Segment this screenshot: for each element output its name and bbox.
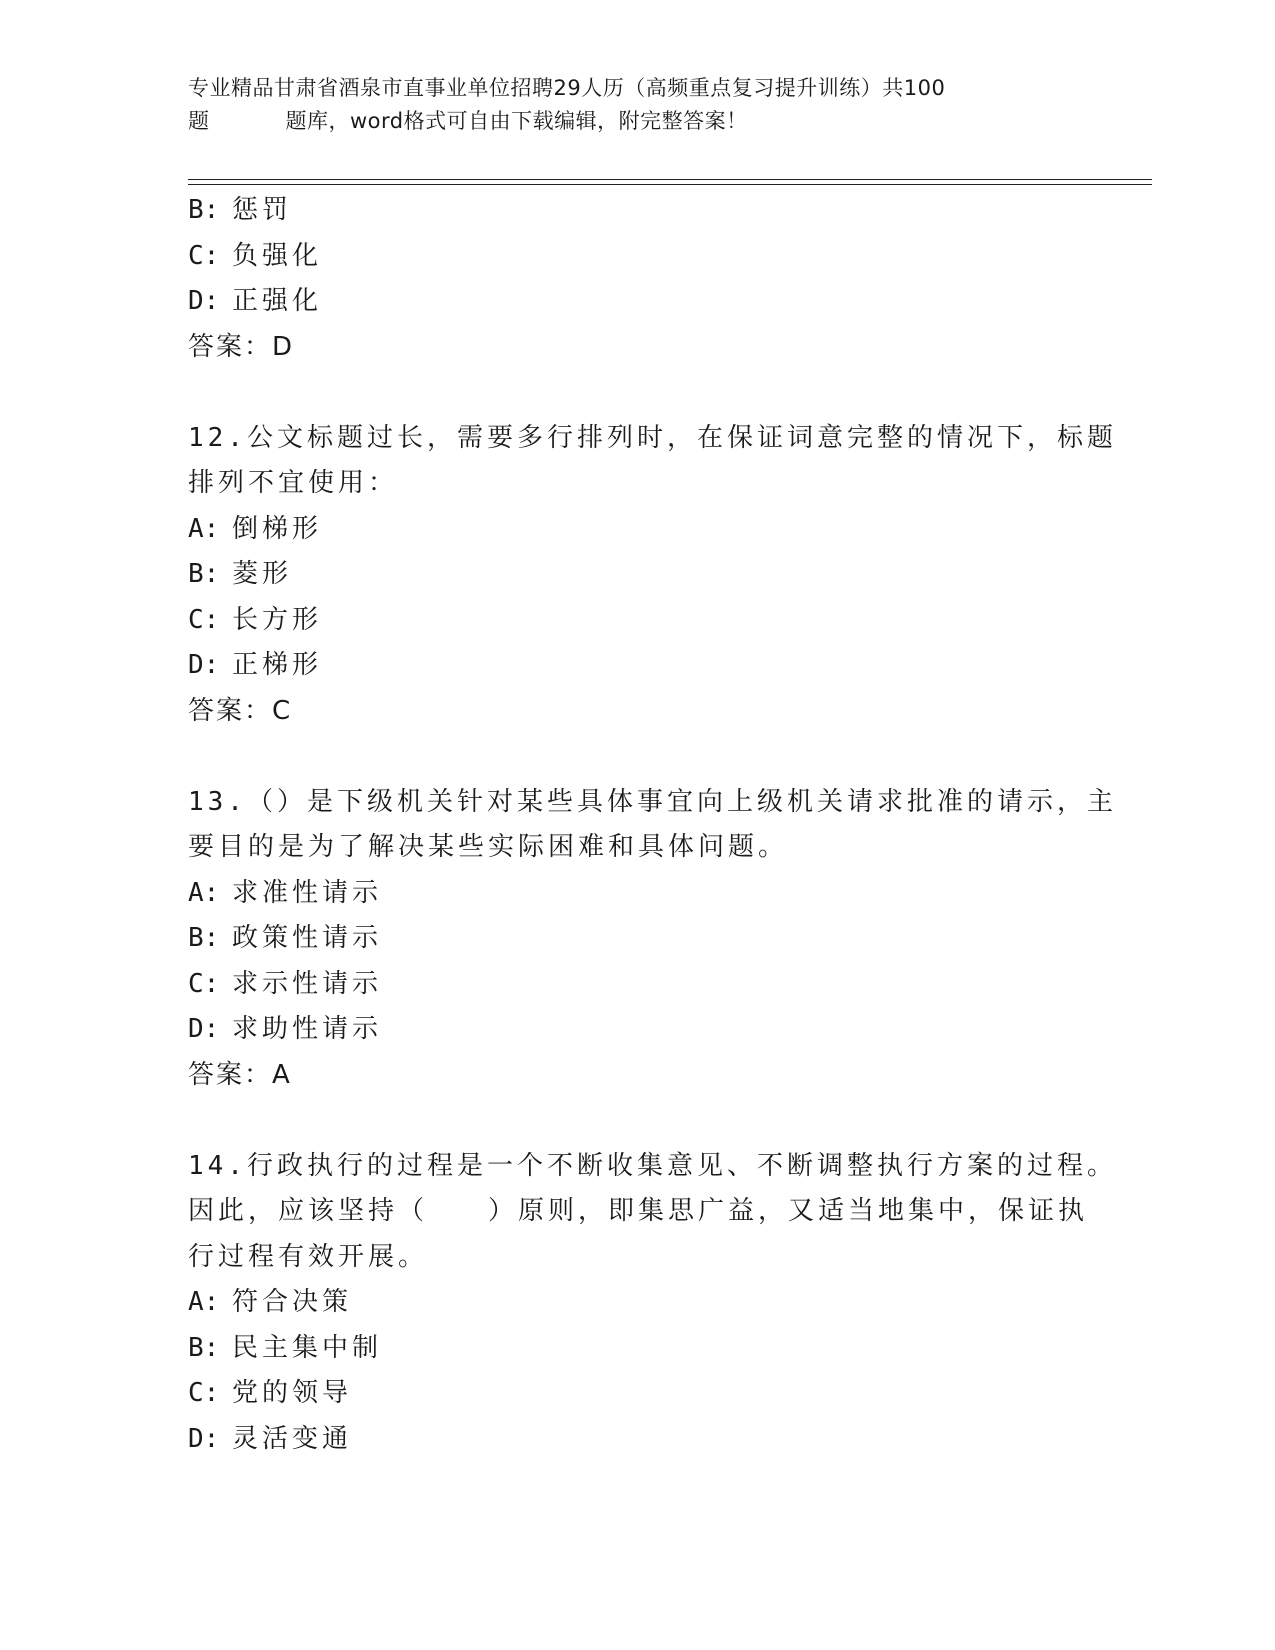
option-a: A: 符合决策 [188,1287,353,1317]
question-stem-line: 排列不宜使用： [188,468,399,498]
option-text: 符合决策 [232,1287,353,1317]
question-stem-line: 行过程有效开展。 [188,1241,429,1272]
option-text: 正强化 [232,286,323,316]
option-text: 民主集中制 [232,1332,383,1363]
question-14 [188,1144,1117,1463]
question-stem-line: 14.行政执行的过程是一个不断收集意见、不断调整执行方案的过程。 [188,1150,1117,1181]
question-12 [188,416,1117,735]
question-stem-line: 要目的是为了解决某些实际困难和具体问题。 [188,832,789,862]
option-text: 倒梯形 [232,513,323,544]
question-stem-line: 12.公文标题过长，需要多行排列时，在保证词意完整的情况下，标题 [188,422,1117,453]
option-text: 求准性请示 [232,877,383,908]
answer-line: 答案：C [188,695,293,726]
option-a: A: 求准性请示 [188,877,383,908]
option-text: 灵活变通 [232,1423,353,1454]
option-text: 正梯形 [232,650,323,680]
option-c: C: 长方形 [188,604,323,635]
option-d: D: 正梯形 [188,650,323,680]
option-c: C: 负强化 [188,240,323,271]
answer-line: 答案：D [188,331,295,362]
header-title-line2 [188,105,1068,138]
question-list [188,188,1117,1462]
option-c: C: 党的领导 [188,1378,353,1408]
question-stem-line: 因此，应该坚持（ ）原则，即集思广益，又适当地集中，保证执 [188,1196,1089,1226]
option-a: A: 倒梯形 [188,513,323,544]
option-text: 求助性请示 [232,1014,383,1044]
header-title-line2-end: 题库，word格式可自由下载编辑，附完整答案！ [285,109,748,133]
option-d: D: 求助性请示 [188,1014,383,1044]
question-stem-line: 13.（）是下级机关针对某些具体事宜向上级机关请求批准的请示，主 [188,786,1117,817]
option-text: 菱形 [232,559,293,589]
header-title-line1: 专业精品甘肃省酒泉市直事业单位招聘29人历（高频重点复习提升训练）共100 [188,76,946,100]
option-b: B: 民主集中制 [188,1332,383,1363]
document-header [188,72,1068,138]
option-b: B: 惩罚 [188,195,293,225]
option-text: 长方形 [232,604,323,635]
question-13 [188,780,1117,1099]
header-divider-top [188,179,1152,180]
option-b: B: 政策性请示 [188,923,383,953]
option-text: 惩罚 [232,195,293,225]
header-title-line2-start: 题 [188,109,210,133]
option-d: D: 灵活变通 [188,1423,353,1454]
option-b: B: 菱形 [188,559,293,589]
header-divider-bottom [188,184,1152,185]
answer-line: 答案：A [188,1059,292,1090]
question-11-continued [188,188,1088,370]
option-text: 求示性请示 [232,968,383,999]
option-text: 党的领导 [232,1378,353,1408]
option-d: D: 正强化 [188,286,323,316]
option-text: 负强化 [232,240,323,271]
option-text: 政策性请示 [232,923,383,953]
option-c: C: 求示性请示 [188,968,383,999]
